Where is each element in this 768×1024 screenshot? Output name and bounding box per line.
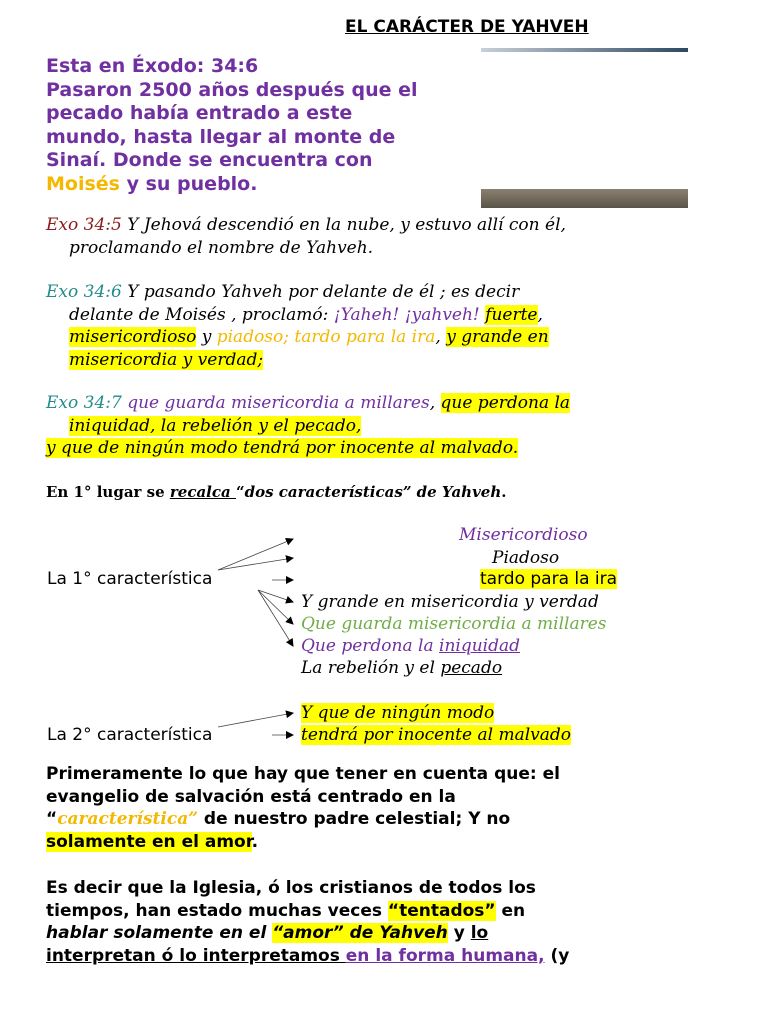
lugar-text: “	[235, 483, 245, 501]
highlight-amor: solamente en el amor	[46, 831, 252, 852]
lugar-text: recalca	[169, 483, 236, 501]
lugar-text: .	[501, 483, 507, 501]
arrow-line	[258, 590, 293, 602]
piadoso-text: piadoso; tardo para la ira	[216, 327, 436, 347]
char2-line1: Y que de ningún modo	[301, 703, 495, 723]
highlight-misericordia: misericordia y verdad;	[69, 349, 264, 370]
verse-ref: Exo 34:6	[46, 282, 122, 302]
arrow-line	[218, 713, 293, 727]
highlight-iniquidad: iniquidad, la rebelión y el pecado,	[69, 415, 362, 436]
forma-humana-text: en la forma humana,	[345, 945, 545, 966]
para-text: interpretan ó lo interpretamos	[46, 945, 346, 966]
intro-line: Pasaron 2500 años después que el	[46, 78, 418, 101]
para-line: Primeramente lo que hay que tener en cuenta que: el	[46, 764, 560, 784]
highlight-misericordioso: misericordioso	[69, 327, 197, 347]
para-text: y	[447, 923, 471, 943]
verse-text: ,	[435, 327, 447, 347]
verse-text: que guarda misericordia a millares	[121, 393, 430, 413]
verse-ref: Exo 34:5	[46, 215, 122, 235]
intro-line: Sinaí. Donde se encuentra con	[46, 149, 373, 171]
highlight-tentados: “tentados”	[387, 900, 496, 921]
list-misericordioso: Misericordioso	[459, 525, 588, 545]
list-guarda: Que guarda misericordia a millares	[301, 614, 607, 634]
char2-line2: tendrá por inocente al malvado	[301, 725, 572, 745]
verse-text: delante de Moisés , proclamó:	[69, 304, 334, 325]
list-perdona	[301, 636, 520, 656]
arrow-line	[218, 539, 293, 570]
verse-text: proclamando el nombre de Yahveh.	[69, 237, 374, 258]
list-rebelion	[301, 658, 502, 678]
para-line: Es decir que la Iglesia, ó los cristianos de todos los	[46, 878, 536, 898]
verse-text: Y pasando Yahveh por delante de él ; es decir	[121, 282, 520, 302]
highlight-amor-yahveh: “amor” de Yahveh	[272, 923, 448, 943]
highlight-malvado: y que de ningún modo tendrá por inocente al malvado.	[46, 438, 519, 458]
intro-line-rest: y su pueblo.	[119, 172, 258, 195]
lugar-text: dos características	[244, 483, 403, 501]
para-text: en	[495, 900, 526, 921]
page-title: EL CARÁCTER DE YAHVEH	[345, 17, 589, 37]
para-text: tiempos, han estado muchas veces	[46, 900, 388, 921]
paragraph-1	[46, 763, 560, 853]
verse-text: Y Jehová descendió en la nube, y estuvo allí con él,	[121, 215, 566, 235]
paragraph-2	[46, 877, 569, 967]
intro-line: pecado había entrado a este	[46, 102, 353, 124]
verse-text: ,	[429, 393, 441, 413]
highlight-fuerte: fuerte	[485, 304, 538, 325]
para-text: (y	[544, 945, 570, 966]
intro-line: mundo, hasta llegar al monte de	[46, 125, 396, 148]
highlight-grande: y grande en	[446, 327, 549, 347]
arrow-line	[218, 558, 293, 570]
lugar-text: En 1° lugar se	[46, 483, 170, 501]
yahveh-exclaim: ¡Yaheh! ¡yahveh!	[333, 304, 486, 325]
para-text: hablar solamente en el	[46, 923, 273, 943]
char2-label: La 2° característica	[47, 725, 213, 745]
list-text: iniquidad	[439, 636, 521, 656]
verse-ref: Exo 34:7	[46, 393, 122, 413]
char1-label: La 1° característica	[47, 569, 213, 589]
arrow-line	[258, 590, 293, 646]
moises-name: Moisés	[46, 172, 120, 195]
para-text: .	[251, 831, 259, 852]
list-text: La rebelión y el	[301, 658, 441, 678]
list-text: pecado	[440, 658, 503, 678]
verse-text: ,	[537, 304, 543, 325]
intro-line: Esta en Éxodo: 34:6	[46, 55, 259, 77]
list-tardo: tardo para la ira	[480, 569, 618, 589]
highlight-perdona: que perdona la	[440, 393, 571, 413]
list-text: Que perdona la	[301, 636, 440, 656]
caracteristica-text: característica”	[57, 809, 198, 829]
verse-text: y	[196, 327, 217, 347]
para-text: lo	[470, 923, 489, 943]
para-text: “	[46, 809, 58, 829]
arrow-line	[258, 590, 293, 624]
list-piadoso: Piadoso	[492, 548, 560, 568]
lugar-text: ” de Yahveh	[402, 483, 502, 501]
para-line: evangelio de salvación está centrado en la	[46, 786, 456, 807]
para-text: de nuestro padre celestial; Y no	[198, 809, 511, 829]
list-grande: Y grande en misericordia y verdad	[301, 592, 599, 612]
